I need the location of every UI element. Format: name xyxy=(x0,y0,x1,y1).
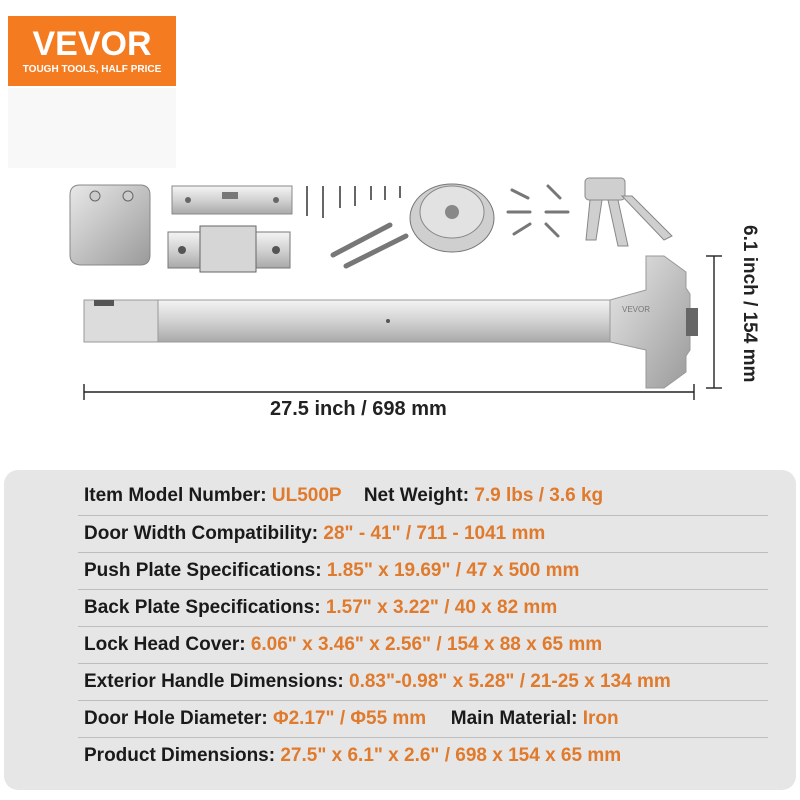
spec-label: Net Weight: xyxy=(363,485,475,506)
spec-value: 0.83"-0.98" x 5.28" / 21-25 x 134 mm xyxy=(349,671,671,692)
spec-label: Lock Head Cover: xyxy=(84,634,251,655)
spec-value: 6.06" x 3.46" x 2.56" / 154 x 88 x 65 mm xyxy=(250,634,603,655)
spec-row-door-hole xyxy=(84,700,619,737)
spec-label: Exterior Handle Dimensions: xyxy=(84,671,350,692)
spec-label: Door Hole Diameter: xyxy=(84,708,273,729)
spec-label: Main Material: xyxy=(450,708,583,729)
spec-label: Push Plate Specifications: xyxy=(84,560,327,581)
spec-label: Item Model Number: xyxy=(84,485,272,506)
spec-row-door-width xyxy=(84,515,545,552)
spec-value: 27.5" x 6.1" x 2.6" / 698 x 154 x 65 mm xyxy=(280,745,622,766)
spec-value: 1.85" x 19.69" / 47 x 500 mm xyxy=(326,560,580,581)
spec-value: 1.57" x 3.22" / 40 x 82 mm xyxy=(325,597,558,618)
rose-plate xyxy=(410,184,494,252)
strike-assembly xyxy=(168,226,290,272)
brand-tagline: TOUGH TOOLS, HALF PRICE xyxy=(22,64,162,75)
spec-row-product-dimensions xyxy=(84,737,621,774)
spec-value: Iron xyxy=(582,708,619,729)
long-bolts xyxy=(333,225,406,266)
lock-head-cover xyxy=(70,185,150,265)
keys xyxy=(585,178,672,246)
spec-row-exterior-handle xyxy=(84,663,671,700)
spec-value: UL500P xyxy=(271,485,342,506)
brand-name: VEVOR xyxy=(32,25,152,63)
spec-row-push-plate xyxy=(84,552,579,589)
spec-value: 28" - 41" / 711 - 1041 mm xyxy=(323,523,546,544)
spec-row-back-plate xyxy=(84,589,557,626)
spec-label: Back Plate Specifications: xyxy=(84,597,326,618)
spec-row-model xyxy=(84,477,603,514)
spec-label: Product Dimensions: xyxy=(84,745,281,766)
height-dimension: 6.1 inch / 154 mm xyxy=(739,225,760,383)
spec-value: 7.9 lbs / 3.6 kg xyxy=(474,485,604,506)
spec-value: Φ2.17" / Φ55 mm xyxy=(272,708,427,729)
svg-text:VEVOR: VEVOR xyxy=(622,305,651,314)
exit-device-bar xyxy=(84,256,698,388)
back-plate xyxy=(172,186,292,214)
spec-row-lock-head xyxy=(84,626,602,663)
small-screws xyxy=(508,186,568,236)
spec-label: Door Width Compatibility: xyxy=(84,523,324,544)
screws xyxy=(307,186,400,218)
length-dimension: 27.5 inch / 698 mm xyxy=(270,398,447,420)
